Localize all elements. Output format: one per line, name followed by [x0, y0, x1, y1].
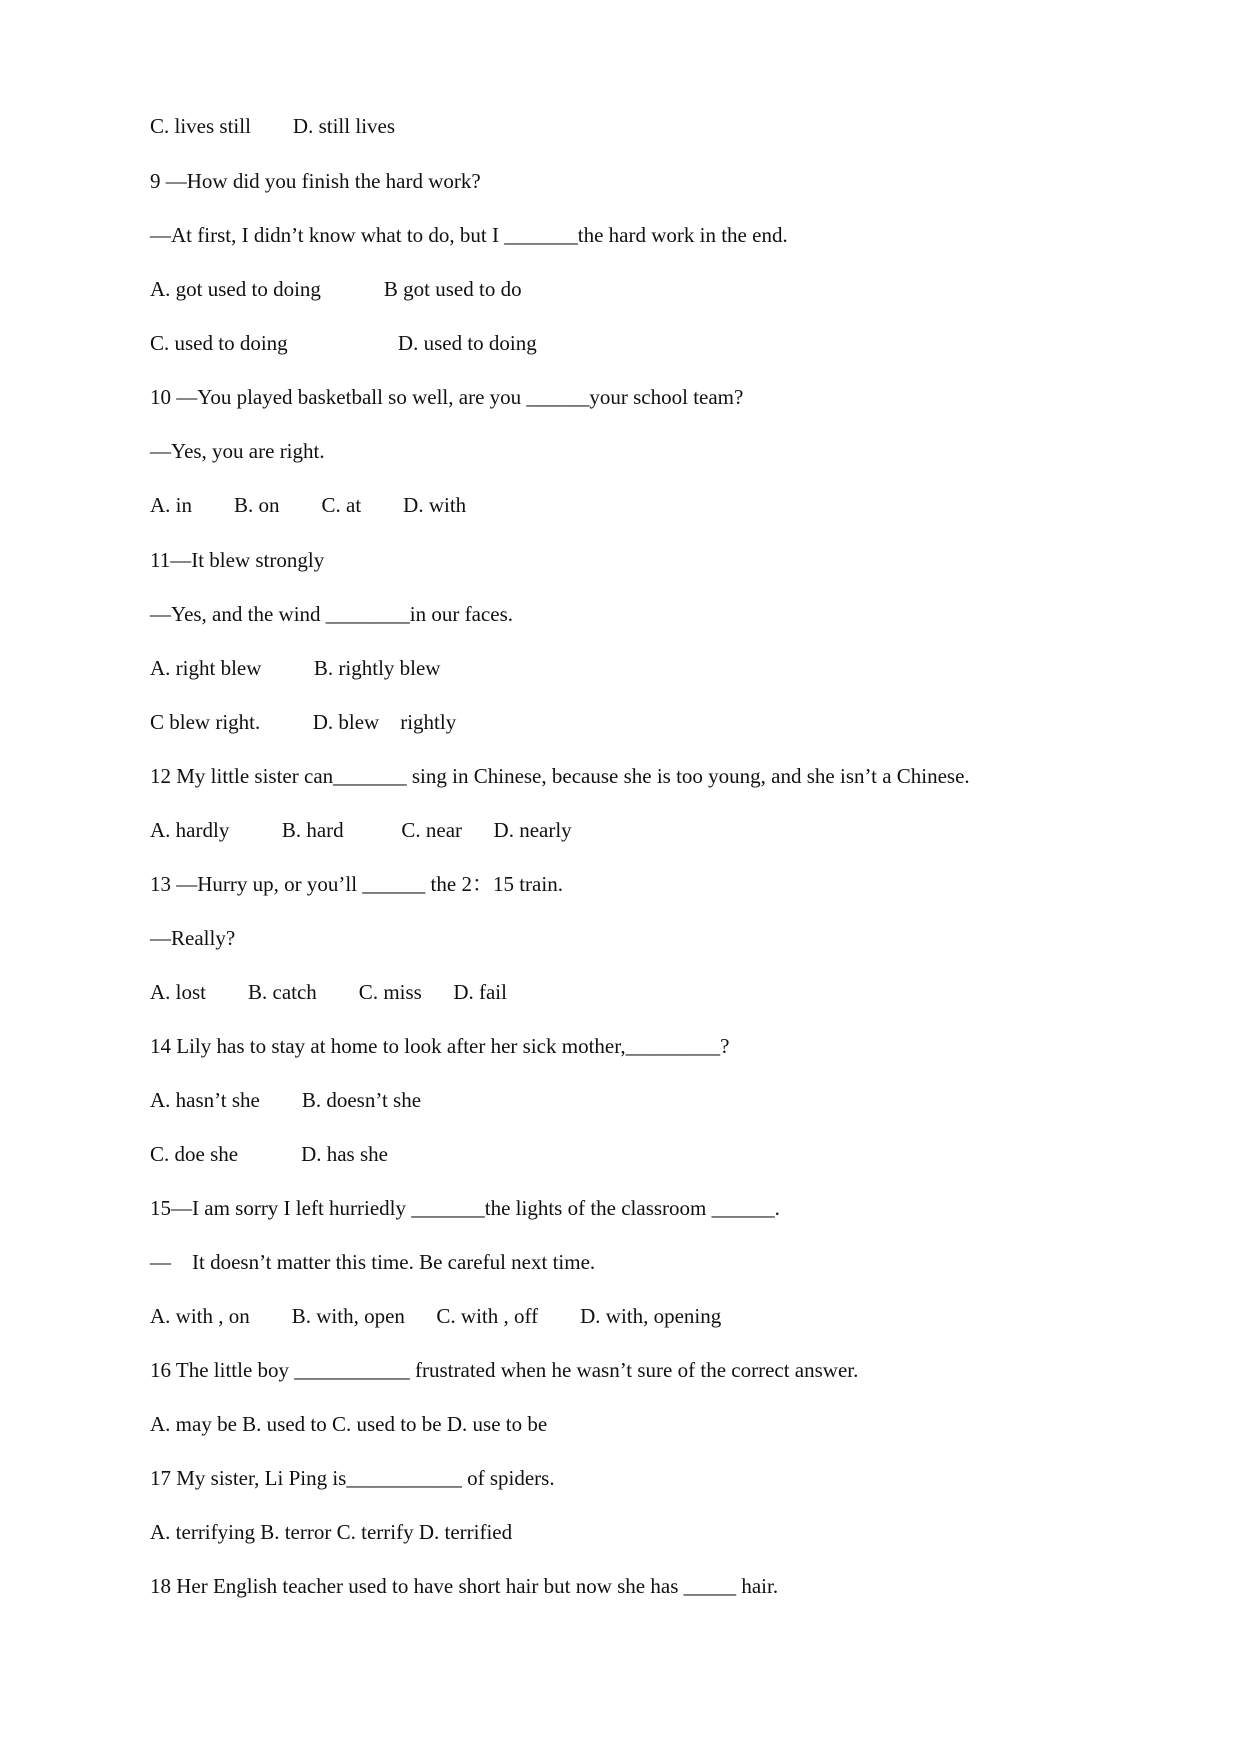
- text-line: —Really?: [150, 926, 236, 950]
- text-line: A. hardly B. hard C. near D. nearly: [150, 818, 572, 842]
- text-line: C. used to doing D. used to doing: [150, 331, 537, 355]
- text-line: A. may be B. used to C. used to be D. use to be: [150, 1412, 548, 1436]
- text-line: —Yes, and the wind ________in our faces.: [150, 602, 513, 626]
- text-line: A. with , on B. with, open C. with , off D. with, opening: [150, 1304, 722, 1328]
- text-line: —At first, I didn’t know what to do, but I _______the hard work in the end.: [150, 223, 788, 247]
- text-line: 18 Her English teacher used to have short hair but now she has _____ hair.: [150, 1574, 779, 1598]
- text-line: C. doe she D. has she: [150, 1142, 388, 1166]
- text-line: A. terrifying B. terror C. terrify D. terrified: [150, 1520, 513, 1544]
- text-line: A. lost B. catch C. miss D. fail: [150, 980, 507, 1004]
- text-line: 15—I am sorry I left hurriedly _______the lights of the classroom ______.: [150, 1196, 780, 1220]
- text-line: 9 —How did you finish the hard work?: [150, 169, 481, 193]
- text-line: 10 —You played basketball so well, are you ______your school team?: [150, 385, 744, 409]
- text-line: A. got used to doing B got used to do: [150, 277, 522, 301]
- text-line: 11—It blew strongly: [150, 548, 325, 572]
- text-line: —Yes, you are right.: [150, 439, 325, 463]
- text-line: 12 My little sister can_______ sing in Chinese, because she is too young, and she isn’t a Chinese.: [150, 764, 970, 788]
- text-line: — It doesn’t matter this time. Be careful next time.: [150, 1250, 596, 1274]
- text-line: 17 My sister, Li Ping is___________ of spiders.: [150, 1466, 555, 1490]
- text-line: 13 —Hurry up, or you’ll ______ the 2：15 train.: [150, 872, 563, 896]
- text-line: C blew right. D. blew rightly: [150, 710, 457, 734]
- text-line: 14 Lily has to stay at home to look after her sick mother,_________?: [150, 1034, 730, 1058]
- text-line: A. right blew B. rightly blew: [150, 656, 441, 680]
- text-line: A. in B. on C. at D. with: [150, 493, 467, 517]
- text-line: A. hasn’t she B. doesn’t she: [150, 1088, 422, 1112]
- text-line: 16 The little boy ___________ frustrated when he wasn’t sure of the correct answer.: [150, 1358, 859, 1382]
- text-line: C. lives still D. still lives: [150, 114, 396, 138]
